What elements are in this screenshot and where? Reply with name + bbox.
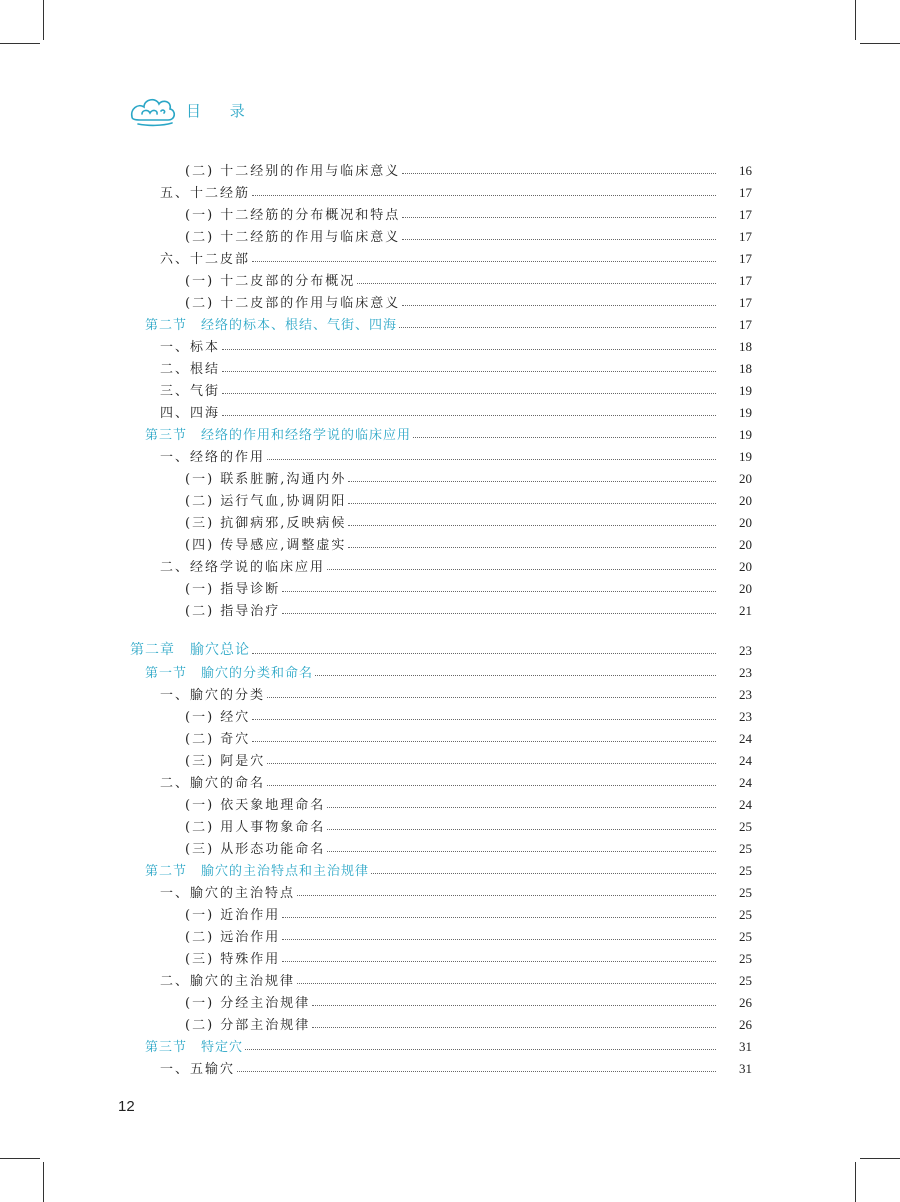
toc-entry-page: 17	[739, 273, 752, 288]
toc-entry[interactable]	[0, 813, 752, 835]
dot-leader	[399, 326, 716, 328]
toc-entry-page: 20	[739, 471, 752, 486]
toc-entry-label: 五、十二经筋	[160, 186, 251, 201]
toc-entry-label: 一、标本	[160, 340, 221, 355]
dot-leader	[413, 436, 716, 438]
toc-entry-page: 17	[739, 295, 752, 310]
dot-leader	[327, 806, 716, 808]
toc-entry-label: (一) 分经主治规律	[185, 996, 311, 1011]
toc-entry-label: 六、十二皮部	[160, 252, 251, 267]
toc-entry[interactable]	[0, 487, 752, 509]
running-header	[128, 90, 257, 130]
toc-entry[interactable]	[0, 681, 752, 703]
toc-entry[interactable]	[0, 355, 752, 377]
toc-entry-label: (三) 从形态功能命名	[185, 842, 326, 857]
dot-leader	[267, 784, 716, 786]
toc-entry-label: 第三节 经络的作用和经络学说的临床应用	[145, 428, 412, 443]
toc-entry-label: (一) 十二经筋的分布概况和特点	[185, 208, 401, 223]
toc-entry[interactable]	[0, 399, 752, 421]
toc-entry[interactable]	[0, 443, 752, 465]
toc-entry-page: 24	[739, 775, 752, 790]
crop-mark	[43, 1162, 44, 1202]
toc-entry-page: 25	[739, 885, 752, 900]
toc-entry[interactable]	[0, 967, 752, 989]
toc-entry[interactable]	[0, 769, 752, 791]
toc-entry[interactable]	[0, 703, 752, 725]
dot-leader	[327, 828, 716, 830]
toc-entry-label: (二) 用人事物象命名	[185, 820, 326, 835]
toc-entry-label: (一) 联系脏腑,沟通内外	[185, 472, 347, 487]
toc-chapter[interactable]	[0, 637, 752, 659]
toc-entry-label: 二、经络学说的临床应用	[160, 560, 326, 575]
toc-entry[interactable]	[0, 791, 752, 813]
toc-entry[interactable]	[0, 901, 752, 923]
dot-leader	[222, 414, 716, 416]
toc-entry-label: 第三节 特定穴	[145, 1040, 244, 1055]
dot-leader	[297, 982, 716, 984]
dot-leader	[327, 850, 716, 852]
dot-leader	[245, 1048, 716, 1050]
toc-entry-label: 第二节 经络的标本、根结、气街、四海	[145, 318, 398, 333]
toc-entry-page: 21	[739, 603, 752, 618]
toc-entry-page: 17	[739, 229, 752, 244]
toc-entry-label: (三) 特殊作用	[185, 952, 281, 967]
toc-entry-label: (二) 远治作用	[185, 930, 281, 945]
toc-entry-label: (二) 十二经筋的作用与临床意义	[185, 230, 401, 245]
toc-entry[interactable]	[0, 531, 752, 553]
toc-entry-page: 25	[739, 929, 752, 944]
toc-entry-page: 18	[739, 361, 752, 376]
toc-entry[interactable]	[0, 597, 752, 619]
toc-entry-page: 17	[739, 185, 752, 200]
toc-entry[interactable]	[0, 1055, 752, 1077]
toc-entry-page: 25	[739, 973, 752, 988]
toc-entry-label: (四) 传导感应,调整虚实	[185, 538, 347, 553]
toc-entry[interactable]	[0, 989, 752, 1011]
toc-entry-label: 二、腧穴的命名	[160, 776, 266, 791]
toc-entry-label: 第二章 腧穴总论	[130, 642, 250, 658]
toc-section[interactable]	[0, 1033, 752, 1055]
toc-entry-page: 23	[739, 665, 752, 680]
header-title: 目 录	[186, 101, 257, 120]
dot-leader	[267, 696, 716, 698]
toc-entry-page: 17	[739, 251, 752, 266]
toc-entry-page: 25	[739, 907, 752, 922]
toc-entry-label: (二) 分部主治规律	[185, 1018, 311, 1033]
crop-mark	[0, 1158, 40, 1159]
toc-entry[interactable]	[0, 289, 752, 311]
toc-entry-page: 25	[739, 819, 752, 834]
toc-entry[interactable]	[0, 747, 752, 769]
dot-leader	[312, 1004, 716, 1006]
toc-entry[interactable]	[0, 945, 752, 967]
toc-entry[interactable]	[0, 923, 752, 945]
toc-entry-page: 19	[739, 405, 752, 420]
toc-entry[interactable]	[0, 509, 752, 531]
dot-leader	[371, 872, 716, 874]
toc-entry-page: 20	[739, 493, 752, 508]
toc-entry-label: (二) 运行气血,协调阴阳	[185, 494, 347, 509]
toc-entry-label: (三) 抗御病邪,反映病候	[185, 516, 347, 531]
dot-leader	[402, 304, 716, 306]
dot-leader	[252, 194, 716, 196]
dot-leader	[402, 172, 716, 174]
toc-entry-page: 19	[739, 449, 752, 464]
toc-entry-page: 24	[739, 797, 752, 812]
toc-entry-page: 20	[739, 559, 752, 574]
toc-entry-label: (二) 指导治疗	[185, 604, 281, 619]
toc-entry-page: 20	[739, 515, 752, 530]
toc-entry-label: (一) 经穴	[185, 710, 251, 725]
toc-entry-page: 19	[739, 383, 752, 398]
toc-section[interactable]	[0, 857, 752, 879]
toc-section[interactable]	[0, 421, 752, 443]
toc-entry[interactable]	[0, 333, 752, 355]
toc-entry-label: (二) 奇穴	[185, 732, 251, 747]
crop-mark	[855, 1162, 856, 1202]
crop-mark	[860, 1158, 900, 1159]
dot-leader	[327, 568, 716, 570]
toc-entry-page: 20	[739, 581, 752, 596]
dot-leader	[348, 502, 716, 504]
toc-entry-label: 二、腧穴的主治规律	[160, 974, 296, 989]
dot-leader	[267, 762, 716, 764]
toc-entry-page: 25	[739, 951, 752, 966]
toc-entry[interactable]	[0, 1011, 752, 1033]
dot-leader	[357, 282, 716, 284]
toc-section[interactable]	[0, 659, 752, 681]
dot-leader	[312, 1026, 716, 1028]
toc-entry[interactable]	[0, 223, 752, 245]
dot-leader	[252, 740, 716, 742]
toc-entry-label: 二、根结	[160, 362, 221, 377]
dot-leader	[297, 894, 716, 896]
cloud-icon	[128, 93, 178, 127]
dot-leader	[222, 392, 716, 394]
dot-leader	[282, 960, 716, 962]
dot-leader	[282, 938, 716, 940]
toc-entry-page: 24	[739, 753, 752, 768]
toc-entry-page: 17	[739, 207, 752, 222]
dot-leader	[267, 458, 716, 460]
toc-entry-label: 四、四海	[160, 406, 221, 421]
dot-leader	[252, 652, 716, 654]
toc-entry[interactable]	[0, 575, 752, 597]
dot-leader	[252, 718, 716, 720]
crop-mark	[855, 0, 856, 40]
toc-entry[interactable]	[0, 879, 752, 901]
toc-entry[interactable]	[0, 835, 752, 857]
toc-entry-label: (一) 近治作用	[185, 908, 281, 923]
toc-entry[interactable]	[0, 725, 752, 747]
crop-mark	[860, 43, 900, 44]
dot-leader	[222, 348, 716, 350]
dot-leader	[348, 480, 716, 482]
toc-entry[interactable]	[0, 179, 752, 201]
toc-entry[interactable]	[0, 553, 752, 575]
toc-entry-page: 18	[739, 339, 752, 354]
page-number: 12	[118, 1098, 135, 1115]
toc-entry-page: 19	[739, 427, 752, 442]
toc-entry-page: 23	[739, 709, 752, 724]
dot-leader	[282, 590, 716, 592]
dot-leader	[402, 238, 716, 240]
toc-entry-page: 26	[739, 995, 752, 1010]
crop-mark	[43, 0, 44, 40]
toc-entry-page: 25	[739, 863, 752, 878]
toc-entry-page: 31	[739, 1039, 752, 1054]
dot-leader	[252, 260, 716, 262]
toc-entry[interactable]	[0, 157, 752, 179]
dot-leader	[315, 674, 716, 676]
crop-mark	[0, 43, 40, 44]
toc-entry[interactable]	[0, 267, 752, 289]
toc-entry-page: 26	[739, 1017, 752, 1032]
toc-entry-page: 23	[739, 687, 752, 702]
toc-entry-page: 17	[739, 317, 752, 332]
toc-entry-label: (二) 十二皮部的作用与临床意义	[185, 296, 401, 311]
toc-entry-page: 23	[739, 643, 752, 658]
toc-entry-label: 一、经络的作用	[160, 450, 266, 465]
toc-entry-label: 一、五输穴	[160, 1062, 236, 1077]
toc-entry-label: 第一节 腧穴的分类和命名	[145, 666, 314, 681]
toc-entry[interactable]	[0, 245, 752, 267]
toc-entry[interactable]	[0, 201, 752, 223]
toc-section[interactable]	[0, 311, 752, 333]
toc-entry-page: 31	[739, 1061, 752, 1076]
dot-leader	[282, 612, 716, 614]
toc-entry-label: 一、腧穴的主治特点	[160, 886, 296, 901]
toc-entry[interactable]	[0, 377, 752, 399]
toc-entry-label: 三、气街	[160, 384, 221, 399]
dot-leader	[402, 216, 716, 218]
dot-leader	[348, 524, 716, 526]
toc-entry-page: 24	[739, 731, 752, 746]
dot-leader	[348, 546, 716, 548]
toc-entry-label: (三) 阿是穴	[185, 754, 266, 769]
toc-entry-label: (一) 十二皮部的分布概况	[185, 274, 356, 289]
toc-entry-label: (二) 十二经别的作用与临床意义	[185, 164, 401, 179]
toc-entry-page: 16	[739, 163, 752, 178]
toc-entry[interactable]	[0, 465, 752, 487]
toc-entry-label: (一) 指导诊断	[185, 582, 281, 597]
toc-entry-label: (一) 依天象地理命名	[185, 798, 326, 813]
toc-entry-label: 一、腧穴的分类	[160, 688, 266, 703]
toc-entry-page: 20	[739, 537, 752, 552]
toc-entry-label: 第二节 腧穴的主治特点和主治规律	[145, 864, 370, 879]
dot-leader	[282, 916, 716, 918]
dot-leader	[237, 1070, 716, 1072]
toc-entry-page: 25	[739, 841, 752, 856]
dot-leader	[222, 370, 716, 372]
